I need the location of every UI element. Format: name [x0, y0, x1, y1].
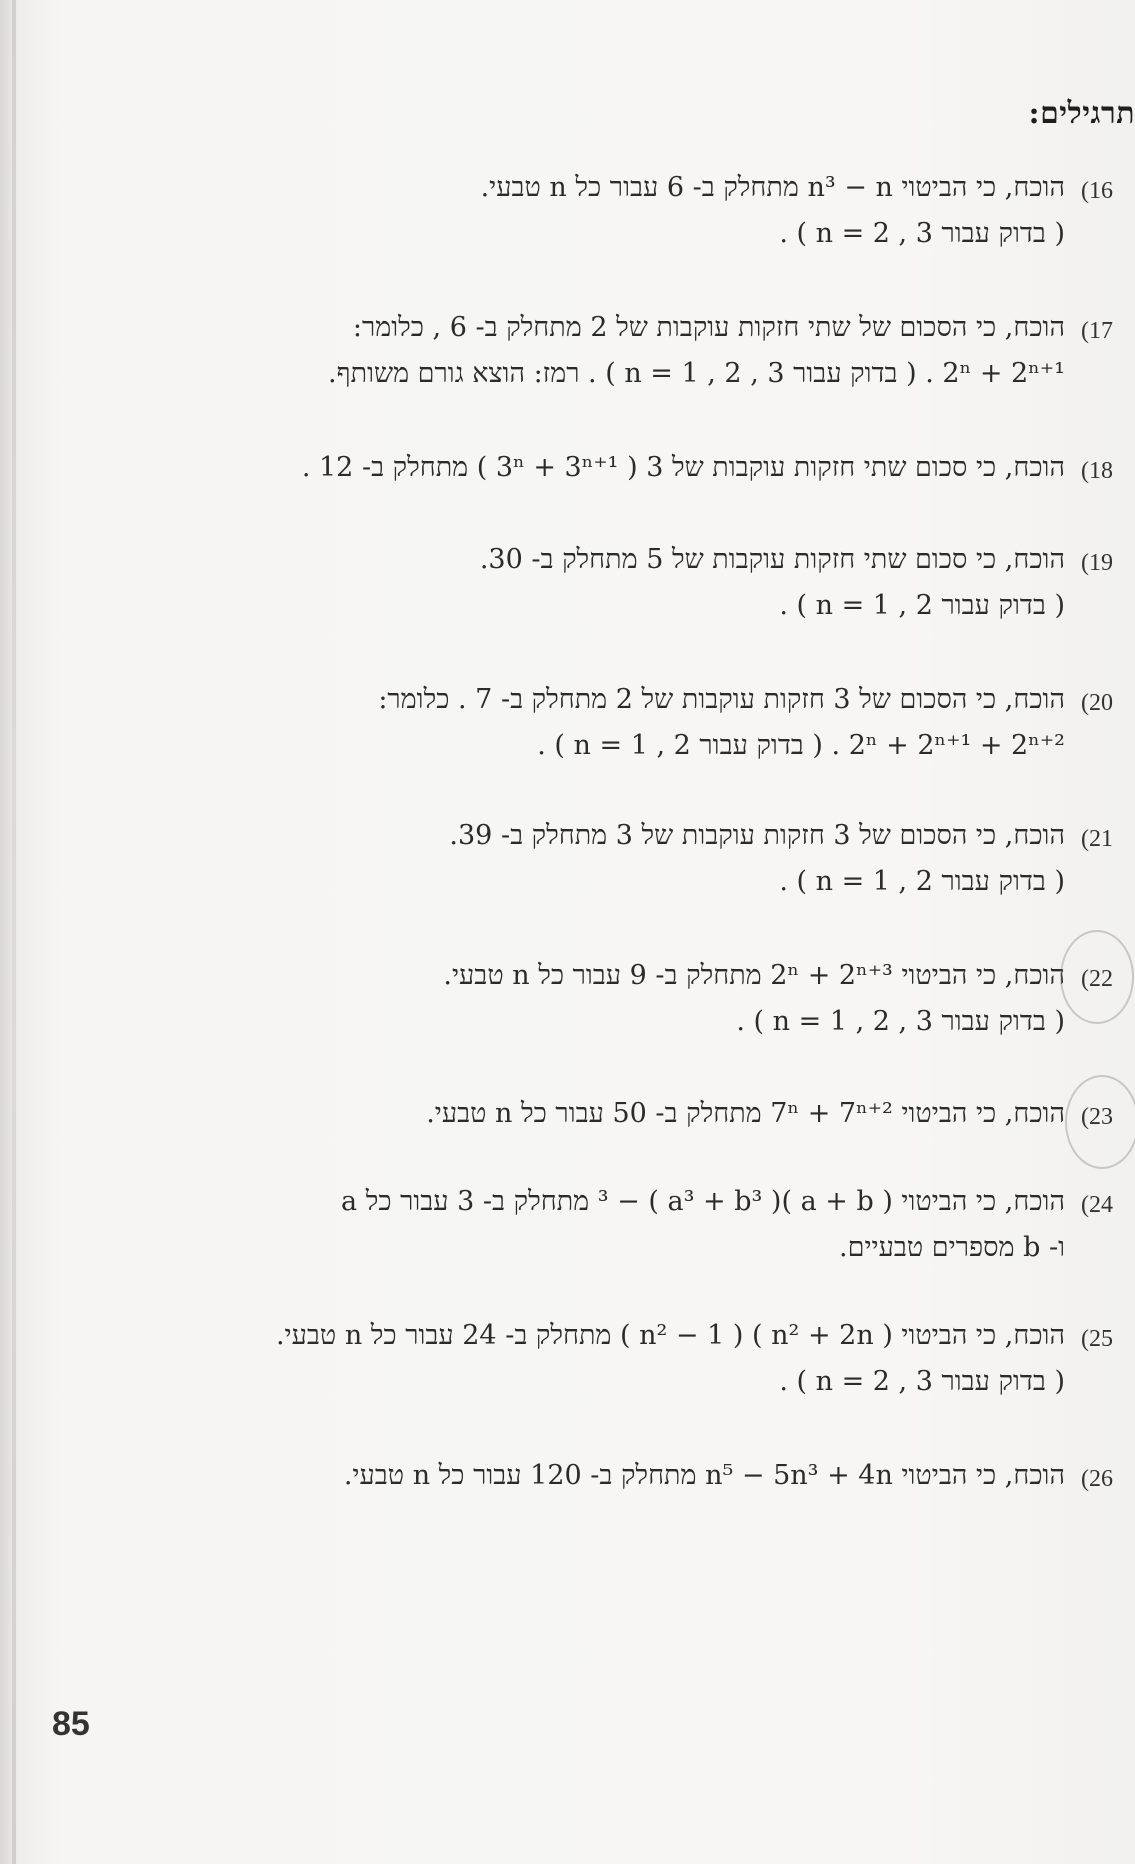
exercise-hint: ו- b מספרים טבעיים.: [839, 1232, 1065, 1263]
exercise-number: (20: [1081, 690, 1113, 716]
exercise-text: הוכח, כי סכום שתי חזקות עוקבות של 5 מתחלק ב- 30.: [479, 544, 1065, 575]
exercise-number: (26: [1081, 1466, 1113, 1492]
exercise-text: הוכח, כי הסכום של 3 חזקות עוקבות של 3 מתחלק ב- 39.: [449, 820, 1065, 851]
exercise-text: הוכח, כי הביטוי 7ⁿ + 7ⁿ⁺² מתחלק ב- 50 עבור כל n טבעי.: [426, 1098, 1065, 1129]
exercise-text: הוכח, כי סכום שתי חזקות עוקבות של 3 ( 3ⁿ + 3ⁿ⁺¹ ) מתחלק ב- 12 .: [301, 452, 1065, 483]
exercise-number: (24: [1081, 1192, 1113, 1218]
exercises-heading: תרגילים:: [1028, 96, 1135, 131]
exercise-number: (18: [1081, 458, 1113, 484]
exercise-text: הוכח, כי הביטוי n³ − n מתחלק ב- 6 עבור כל n טבעי.: [480, 172, 1065, 203]
exercise-hint: ( בדוק עבור n = 1 , 2 ) .: [779, 590, 1065, 621]
exercise-hint: ( בדוק עבור n = 1 , 2 , 3 ) .: [736, 1006, 1065, 1037]
exercise-text: הוכח, כי הביטוי ( n² + 2n ) ( n² − 1 ) מתחלק ב- 24 עבור כל n טבעי.: [275, 1320, 1065, 1351]
exercise-17: [0, 312, 1135, 448]
exercise-text: הוכח, כי הסכום של 3 חזקות עוקבות של 2 מתחלק ב- 7 . כלומר:: [378, 684, 1065, 715]
exercise-text: הוכח, כי הסכום של שתי חזקות עוקבות של 2 מתחלק ב- 6 , כלומר:: [352, 312, 1065, 343]
exercise-25: [0, 1320, 1135, 1456]
exercise-20: [0, 684, 1135, 820]
exercise-21: [0, 820, 1135, 956]
exercise-hint: ( בדוק עבור n = 2 , 3 ) .: [779, 1366, 1065, 1397]
exercise-26: [0, 1460, 1135, 1596]
exercise-hint: ( בדוק עבור n = 2 , 3 ) .: [779, 218, 1065, 249]
exercise-19: [0, 544, 1135, 680]
exercise-hint: 2ⁿ + 2ⁿ⁺¹ . ( בדוק עבור n = 1 , 2 , 3 ) . רמז: הוצא גורם משותף.: [328, 358, 1065, 389]
exercise-text: הוכח, כי הביטוי ( a + b )³ − ( a³ + b³ ) מתחלק ב- 3 עבור כל a: [341, 1186, 1065, 1217]
pen-circle-mark: [1065, 1075, 1135, 1169]
exercise-hint: ( בדוק עבור n = 1 , 2 ) .: [779, 866, 1065, 897]
exercise-number: (23: [1081, 1104, 1113, 1130]
exercise-number: (16: [1081, 178, 1113, 204]
exercise-number: (17: [1081, 318, 1113, 344]
exercise-22: [0, 960, 1135, 1096]
exercise-number: (21: [1081, 826, 1113, 852]
exercise-text: הוכח, כי הביטוי n⁵ − 5n³ + 4n מתחלק ב- 120 עבור כל n טבעי.: [343, 1460, 1065, 1491]
pen-circle-mark: [1060, 930, 1134, 1024]
page-number: 85: [52, 1705, 90, 1743]
exercise-24: [0, 1186, 1135, 1322]
exercise-number: (22: [1081, 966, 1113, 992]
exercise-text: הוכח, כי הביטוי 2ⁿ + 2ⁿ⁺³ מתחלק ב- 9 עבור כל n טבעי.: [443, 960, 1065, 991]
exercise-hint: 2ⁿ + 2ⁿ⁺¹ + 2ⁿ⁺² . ( בדוק עבור n = 1 , 2 ) .: [537, 730, 1065, 761]
exercise-number: (19: [1081, 550, 1113, 576]
exercise-number: (25: [1081, 1326, 1113, 1352]
exercise-16: [0, 172, 1135, 308]
